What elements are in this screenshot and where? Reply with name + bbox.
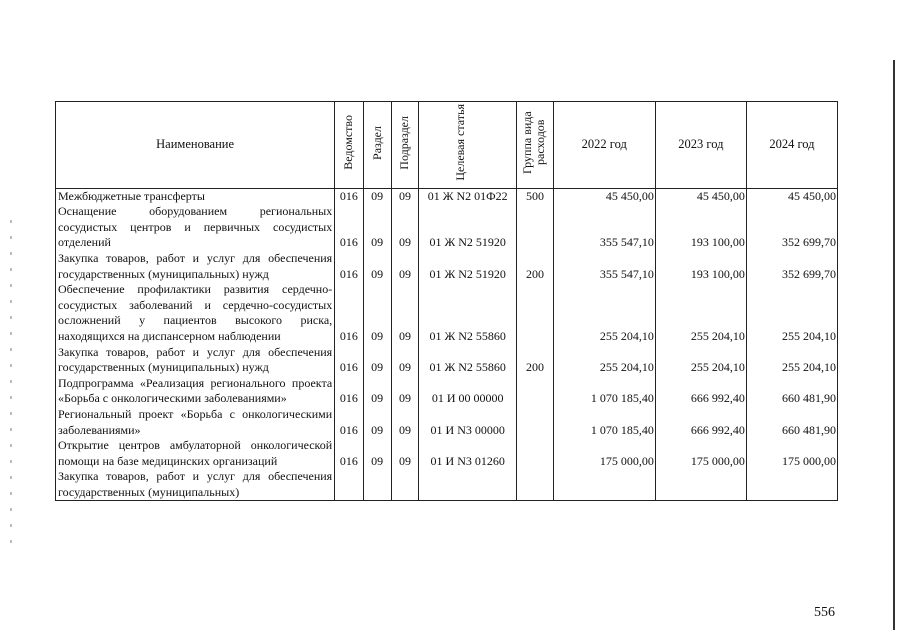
cell-section: 09 [363, 204, 391, 251]
table-row [56, 204, 838, 251]
cell-agency: 016 [335, 204, 363, 251]
cell-section: 09 [363, 282, 391, 344]
cell-section: 09 [363, 376, 391, 407]
cell-name: Подпрограмма «Реализация регионального проекта «Борьба с онкологическими заболеваниями» [56, 376, 335, 407]
cell-section [363, 469, 391, 501]
header-target: Целевая статья [419, 102, 517, 189]
cell-target: 01 И 00 00000 [419, 376, 517, 407]
cell-target: 01 Ж N2 51920 [419, 251, 517, 282]
cell-expense-group [517, 407, 553, 438]
cell-2023: 193 100,00 [655, 251, 746, 282]
header-subsection: Подраздел [391, 102, 418, 189]
cell-2023: 255 204,10 [655, 282, 746, 344]
cell-2023: 255 204,10 [655, 345, 746, 376]
cell-name: Обеспечение профилактики развития сердечно-сосудистых заболеваний и сердечно-сосудистых осложнений у пациентов высокого риска, находящихся на диспансерном наблюдении [56, 282, 335, 344]
header-2023: 2023 год [655, 102, 746, 189]
margin-marks [10, 220, 12, 550]
table-row [56, 251, 838, 282]
cell-agency [335, 469, 363, 501]
cell-agency: 016 [335, 376, 363, 407]
budget-table [55, 101, 838, 501]
table-row [56, 188, 838, 204]
cell-2024: 660 481,90 [746, 376, 837, 407]
cell-name: Закупка товаров, работ и услуг для обеспечения государственных (муниципальных) [56, 469, 335, 501]
table-row [56, 407, 838, 438]
cell-2022: 355 547,10 [553, 251, 655, 282]
header-expense-group: Группа вида расходов [517, 102, 553, 189]
header-section: Раздел [363, 102, 391, 189]
cell-section: 09 [363, 345, 391, 376]
cell-2023: 666 992,40 [655, 376, 746, 407]
cell-target: 01 И N3 00000 [419, 407, 517, 438]
cell-agency: 016 [335, 438, 363, 469]
table-row [56, 469, 838, 501]
cell-2024 [746, 469, 837, 501]
cell-2022: 45 450,00 [553, 188, 655, 204]
cell-2022: 1 070 185,40 [553, 376, 655, 407]
cell-expense-group: 200 [517, 345, 553, 376]
cell-expense-group [517, 438, 553, 469]
cell-name: Оснащение оборудованием региональных сосудистых центров и первичных сосудистых отделений [56, 204, 335, 251]
cell-agency: 016 [335, 407, 363, 438]
cell-name: Региональный проект «Борьба с онкологическими заболеваниями» [56, 407, 335, 438]
cell-name: Открытие центров амбулаторной онкологической помощи на базе медицинских организаций [56, 438, 335, 469]
cell-2023: 193 100,00 [655, 204, 746, 251]
cell-target [419, 469, 517, 501]
cell-subsection: 09 [391, 282, 418, 344]
cell-subsection: 09 [391, 204, 418, 251]
header-2022: 2022 год [553, 102, 655, 189]
cell-name: Закупка товаров, работ и услуг для обеспечения государственных (муниципальных) нужд [56, 251, 335, 282]
cell-name: Закупка товаров, работ и услуг для обеспечения государственных (муниципальных) нужд [56, 345, 335, 376]
cell-2022: 355 547,10 [553, 204, 655, 251]
cell-name: Межбюджетные трансферты [56, 188, 335, 204]
cell-expense-group: 500 [517, 188, 553, 204]
scan-edge-line [893, 60, 895, 630]
cell-agency: 016 [335, 345, 363, 376]
cell-2024: 352 699,70 [746, 251, 837, 282]
cell-2024: 45 450,00 [746, 188, 837, 204]
cell-subsection [391, 469, 418, 501]
cell-expense-group: 200 [517, 251, 553, 282]
cell-target: 01 Ж N2 55860 [419, 345, 517, 376]
cell-expense-group [517, 204, 553, 251]
cell-expense-group [517, 376, 553, 407]
cell-subsection: 09 [391, 376, 418, 407]
cell-agency: 016 [335, 188, 363, 204]
cell-target: 01 И N3 01260 [419, 438, 517, 469]
cell-2023: 666 992,40 [655, 407, 746, 438]
cell-2023: 45 450,00 [655, 188, 746, 204]
cell-2024: 255 204,10 [746, 345, 837, 376]
cell-section: 09 [363, 407, 391, 438]
cell-subsection: 09 [391, 345, 418, 376]
cell-subsection: 09 [391, 438, 418, 469]
cell-2022 [553, 469, 655, 501]
header-agency: Ведомство [335, 102, 363, 189]
header-2024: 2024 год [746, 102, 837, 189]
cell-2022: 1 070 185,40 [553, 407, 655, 438]
cell-2024: 175 000,00 [746, 438, 837, 469]
cell-subsection: 09 [391, 407, 418, 438]
table-header-row [56, 102, 838, 189]
cell-subsection: 09 [391, 188, 418, 204]
table-row [56, 438, 838, 469]
cell-2022: 255 204,10 [553, 282, 655, 344]
cell-section: 09 [363, 251, 391, 282]
cell-expense-group [517, 469, 553, 501]
table-row [56, 376, 838, 407]
table-row [56, 345, 838, 376]
cell-2023 [655, 469, 746, 501]
cell-section: 09 [363, 188, 391, 204]
cell-subsection: 09 [391, 251, 418, 282]
cell-agency: 016 [335, 282, 363, 344]
cell-target: 01 Ж N2 51920 [419, 204, 517, 251]
cell-expense-group [517, 282, 553, 344]
cell-agency: 016 [335, 251, 363, 282]
cell-2024: 255 204,10 [746, 282, 837, 344]
cell-target: 01 Ж N2 01Ф22 [419, 188, 517, 204]
page-number: 556 [814, 605, 835, 620]
cell-2024: 352 699,70 [746, 204, 837, 251]
table-row [56, 282, 838, 344]
cell-2022: 255 204,10 [553, 345, 655, 376]
cell-target: 01 Ж N2 55860 [419, 282, 517, 344]
cell-2024: 660 481,90 [746, 407, 837, 438]
cell-2022: 175 000,00 [553, 438, 655, 469]
header-name: Наименование [56, 102, 335, 189]
cell-section: 09 [363, 438, 391, 469]
cell-2023: 175 000,00 [655, 438, 746, 469]
